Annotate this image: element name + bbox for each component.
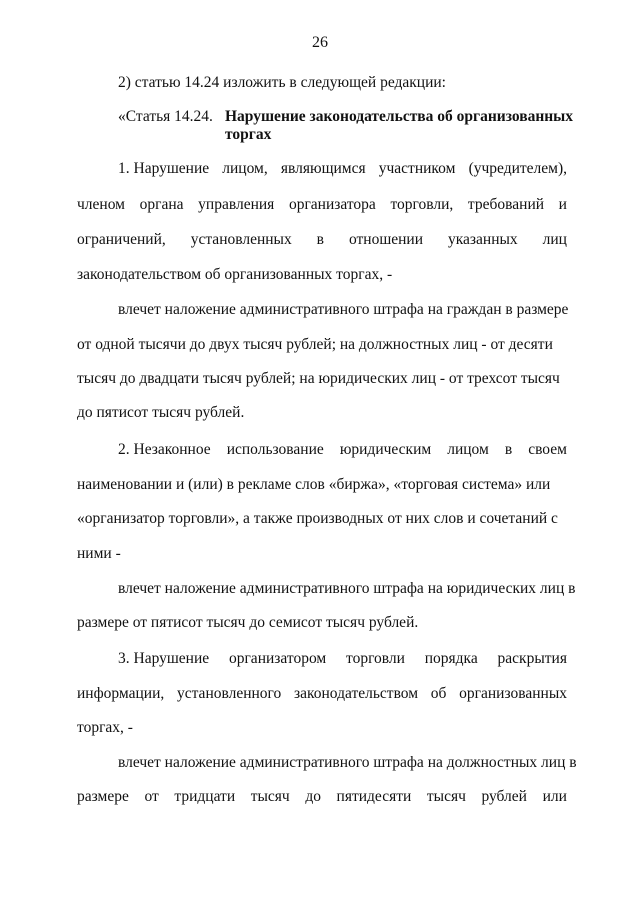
word: законодательством <box>294 685 419 702</box>
word: являющимся <box>280 160 366 177</box>
word: торговли <box>346 650 405 667</box>
word: ограничений, <box>77 231 166 248</box>
sanction3-line1: влечет наложение административного штрафа на должностных лиц в <box>118 754 577 771</box>
sanction1-line1: влечет наложение административного штрафа на граждан в размере <box>118 301 569 318</box>
word: размере <box>77 788 129 805</box>
word: установленных <box>190 231 292 248</box>
part1-line3 <box>77 231 567 249</box>
word: лицом, <box>222 160 268 177</box>
sanction2-line1: влечет наложение административного штрафа на юридических лиц в <box>118 580 576 597</box>
word: своем <box>528 441 567 458</box>
word: тысяч <box>250 788 290 805</box>
part2-line1 <box>118 441 567 459</box>
intro-line: 2) статью 14.24 изложить в следующей редакции: <box>118 74 446 91</box>
word: тысяч <box>426 788 466 805</box>
part2-line3: «организатор торговли», а также производных от них слов и сочетаний с <box>77 510 558 527</box>
part2-line4: ними - <box>77 545 121 562</box>
word: в <box>504 441 513 458</box>
part1-line2 <box>77 196 567 214</box>
word: об <box>430 685 447 702</box>
word: раскрытия <box>497 650 567 667</box>
word: органа <box>139 196 184 213</box>
article-number: «Статья 14.24. <box>118 108 213 125</box>
word: от <box>144 788 159 805</box>
part2-line2: наименовании и (или) в рекламе слов «биржа», «торговая система» или <box>77 476 551 493</box>
sanction1-line4: до пятисот тысяч рублей. <box>77 404 245 421</box>
part1-line4: законодательством об организованных торгах, - <box>77 266 393 283</box>
word: 2. Незаконное <box>118 441 211 458</box>
word: порядка <box>424 650 478 667</box>
sanction1-line3: тысяч до двадцати тысяч рублей; на юридических лиц - от трехсот тысяч <box>77 370 560 387</box>
word: пятидесяти <box>336 788 412 805</box>
sanction1-line2: от одной тысячи до двух тысяч рублей; на должностных лиц - от десяти <box>77 336 553 353</box>
part3-line1 <box>118 650 567 668</box>
part3-line3: торгах, - <box>77 719 133 736</box>
word: рублей <box>481 788 527 805</box>
sanction3-line2 <box>77 788 567 806</box>
word: и <box>558 196 567 213</box>
word: 1. Нарушение <box>118 160 210 177</box>
word: или <box>542 788 567 805</box>
word: лиц <box>542 231 567 248</box>
word: торговли, <box>390 196 454 213</box>
word: юридическим <box>339 441 432 458</box>
sanction2-line2: размере от пятисот тысяч до семисот тысяч рублей. <box>77 614 419 631</box>
part1-line1 <box>118 160 567 178</box>
word: тридцати <box>174 788 236 805</box>
word: членом <box>77 196 125 213</box>
word: организованных <box>459 685 567 702</box>
word: отношении <box>348 231 424 248</box>
word: организатором <box>228 650 327 667</box>
word: установленного <box>176 685 282 702</box>
page-number: 26 <box>312 34 328 51</box>
word: лицом <box>447 441 489 458</box>
word: до <box>305 788 321 805</box>
word: в <box>316 231 324 248</box>
word: (учредителем), <box>468 160 567 177</box>
article-title: Нарушение законодательства об организованных торгах <box>225 108 574 143</box>
word: указанных <box>447 231 518 248</box>
word: управления <box>198 196 275 213</box>
word: использование <box>226 441 324 458</box>
word: требований <box>467 196 545 213</box>
word: информации, <box>77 685 165 702</box>
word: 3. Нарушение <box>118 650 210 667</box>
word: организатора <box>288 196 376 213</box>
word: участником <box>378 160 456 177</box>
part3-line2 <box>77 685 567 703</box>
